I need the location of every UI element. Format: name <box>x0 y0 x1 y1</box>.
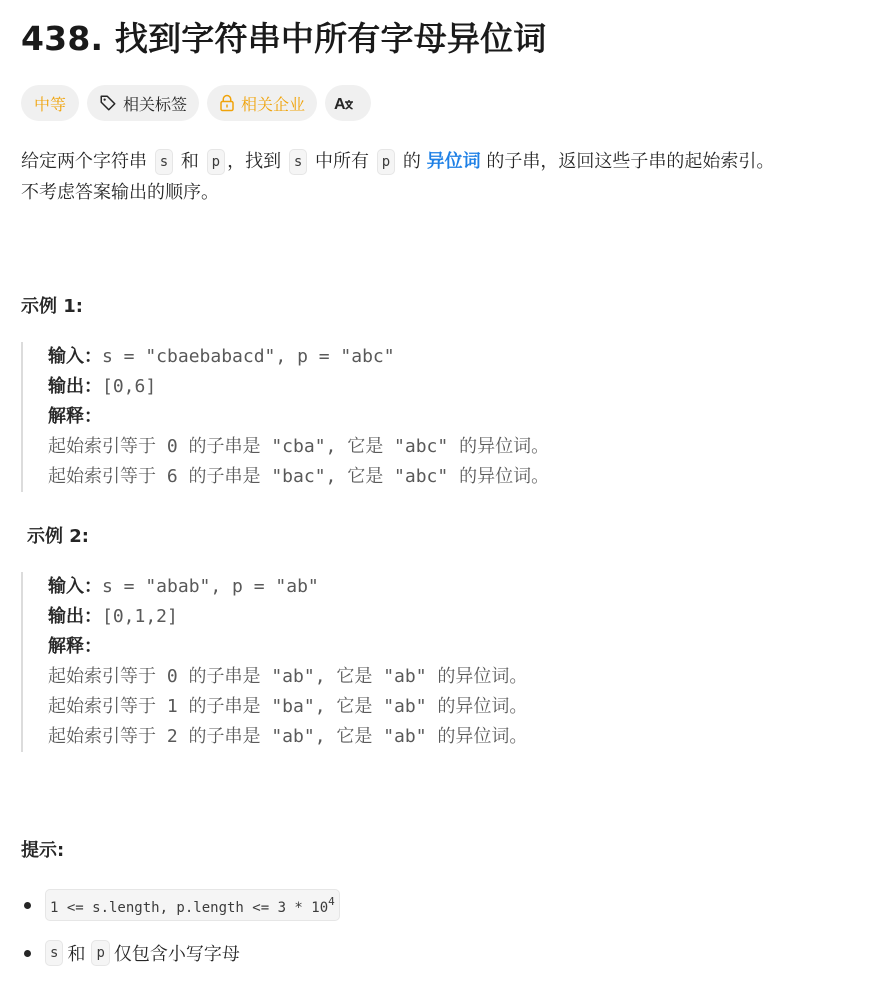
anagram-link[interactable]: 异位词 <box>426 151 481 172</box>
example-2-heading: 示例 2: <box>27 526 89 547</box>
translate-icon <box>334 93 356 113</box>
statement-text: ，找到 <box>227 151 282 172</box>
related-topics-tag[interactable] <box>87 85 199 121</box>
constraints-list <box>21 888 866 984</box>
input-value: s = "abab", p = "ab" <box>102 576 319 597</box>
statement-text: 中所有 <box>314 151 369 172</box>
statement-text: 的子串，返回这些子串的起始索引。 <box>486 151 775 172</box>
explanation-line: 起始索引等于 6 的子串是 "bac", 它是 "abc" 的异位词。 <box>48 466 550 487</box>
explanation-line: 起始索引等于 0 的子串是 "ab", 它是 "ab" 的异位词。 <box>48 666 528 687</box>
explanation-line: 起始索引等于 1 的子串是 "ba", 它是 "ab" 的异位词。 <box>48 696 528 717</box>
svg-text:A: A <box>334 96 346 113</box>
explanation-line: 起始索引等于 0 的子串是 "cba", 它是 "abc" 的异位词。 <box>48 436 550 457</box>
input-label: 输入： <box>48 346 102 367</box>
statement-text: 和 <box>180 151 199 172</box>
related-companies-label: 相关企业 <box>241 94 306 114</box>
output-value: [0,6] <box>102 376 157 397</box>
example-input-row <box>48 572 527 602</box>
input-value: s = "cbaebabacd", p = "abc" <box>102 346 395 367</box>
difficulty-badge: 中等 <box>21 85 79 121</box>
translate-button[interactable] <box>325 85 371 121</box>
statement-text: 的 <box>402 151 421 172</box>
inline-code-p: p <box>207 149 225 175</box>
inline-code-s: s <box>155 149 173 175</box>
output-label: 输出： <box>48 606 102 627</box>
example-1-block <box>21 342 549 492</box>
problem-tags-bar <box>21 85 371 121</box>
bullet-icon <box>24 950 31 957</box>
example-output-row <box>48 602 527 632</box>
explanation-label: 解释： <box>48 406 102 427</box>
explanation-line: 起始索引等于 2 的子串是 "ab", 它是 "ab" 的异位词。 <box>48 726 528 747</box>
tag-icon <box>99 94 117 112</box>
example-1-heading: 示例 1: <box>21 296 83 317</box>
constraints-heading: 提示: <box>21 840 65 861</box>
constraint-exponent: 4 <box>328 895 335 908</box>
example-2-block <box>21 572 527 752</box>
constraint-item <box>21 888 866 922</box>
constraint-item <box>21 936 866 970</box>
statement-text: 不考虑答案输出的顺序。 <box>21 182 219 203</box>
problem-title[interactable]: 438. 找到字符串中所有字母异位词 <box>21 19 547 58</box>
constraint-text: 和 <box>67 944 86 965</box>
related-topics-label: 相关标签 <box>123 94 188 114</box>
bullet-icon <box>24 902 31 909</box>
statement-text: 给定两个字符串 <box>21 151 147 172</box>
inline-code-s: s <box>45 940 63 966</box>
problem-statement <box>21 146 866 208</box>
related-companies-tag[interactable] <box>207 85 317 121</box>
lock-icon <box>219 94 235 112</box>
constraint-code <box>45 889 340 921</box>
example-explanation-label-row <box>48 632 527 662</box>
inline-code-p: p <box>91 940 109 966</box>
inline-code-p: p <box>377 149 395 175</box>
output-label: 输出： <box>48 376 102 397</box>
example-input-row <box>48 342 549 372</box>
explanation-label: 解释： <box>48 636 102 657</box>
example-output-row <box>48 372 549 402</box>
output-value: [0,1,2] <box>102 606 178 627</box>
example-explanation-label-row <box>48 402 549 432</box>
inline-code-s: s <box>289 149 307 175</box>
constraint-code-text: 1 <= s.length, p.length <= 3 * 10 <box>50 900 329 916</box>
input-label: 输入： <box>48 576 102 597</box>
constraint-text: 仅包含小写字母 <box>113 944 240 965</box>
